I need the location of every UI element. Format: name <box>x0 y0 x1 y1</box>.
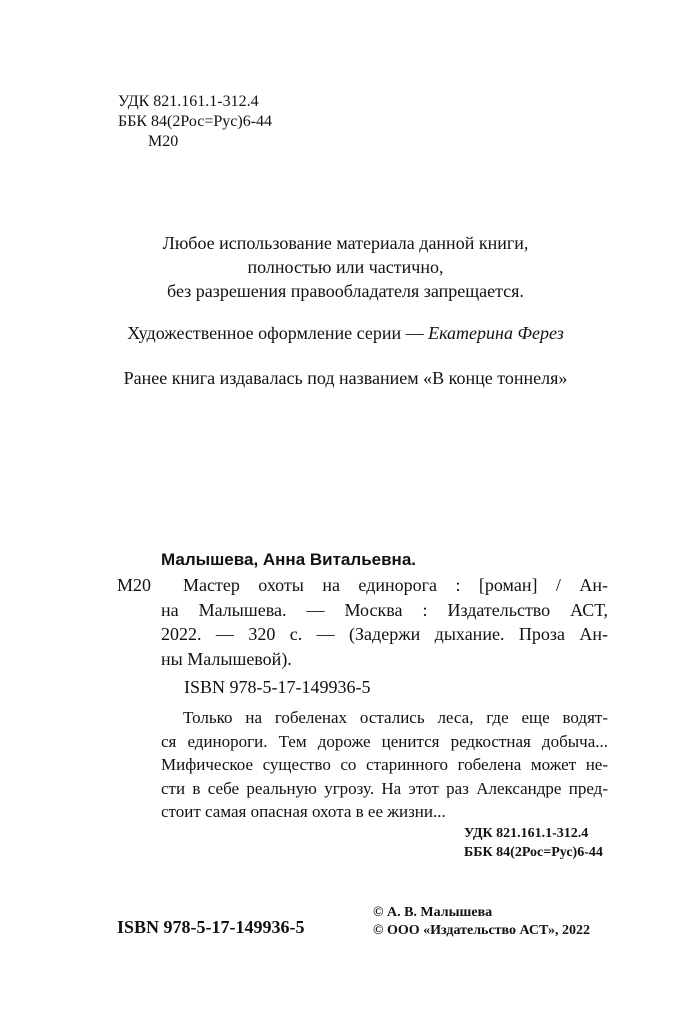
catalog-annotation-line: Мифическое существо со старинного гобелена может не- <box>161 755 608 774</box>
author-mark: М20 <box>148 133 179 150</box>
rights-notice-line-2: полностью или частично, <box>247 257 444 277</box>
catalog-annotation-line: сти в себе реальную угрозу. На этот раз Александре пред- <box>161 778 608 798</box>
rights-notice-line-3: без разрешения правообладателя запрещается. <box>167 281 524 301</box>
design-credit-prefix: Художественное оформление серии — <box>127 323 429 343</box>
catalog-udk: УДК 821.161.1-312.4 <box>464 826 589 841</box>
catalog-annotation-line: Только на гобеленах остались леса, где еще водят- <box>183 708 608 727</box>
design-credit <box>0 321 691 345</box>
footer-isbn: ISBN 978-5-17-149936-5 <box>117 917 305 937</box>
rights-notice-line-1: Любое использование материала данной книги, <box>162 233 529 253</box>
catalog-description-line: 2022. — 320 с. — (Задержи дыхание. Проза Ан- <box>161 624 608 644</box>
catalog-description-line: ны Малышевой). <box>161 648 292 669</box>
catalog-description-line: на Малышева. — Москва : Издательство АСТ, <box>161 599 608 620</box>
previous-title-note: Ранее книга издавалась под названием «В конце тоннеля» <box>123 368 568 388</box>
copyright-publisher: © ООО «Издательство АСТ», 2022 <box>373 923 591 938</box>
udk-code: УДК 821.161.1-312.4 <box>118 93 259 110</box>
catalog-description-line: Мастер охоты на единорога : [роман] / Ан- <box>183 575 608 595</box>
catalog-annotation-line: ся единороги. Тем дороже ценится редкостная добыча... <box>161 731 608 751</box>
catalog-bbk: ББК 84(2Рос=Рус)6-44 <box>464 845 603 860</box>
catalog-isbn: ISBN 978-5-17-149936-5 <box>184 677 371 697</box>
catalog-mark: М20 <box>117 575 152 595</box>
bbk-code: ББК 84(2Рос=Рус)6-44 <box>118 113 273 130</box>
catalog-author-heading: Малышева, Анна Витальевна. <box>161 550 416 569</box>
copyright-author: © А. В. Малышева <box>373 905 493 920</box>
catalog-annotation-line: стоит самая опасная охота в ее жизни... <box>161 802 446 821</box>
catalog-description <box>161 573 608 671</box>
catalog-annotation <box>161 706 608 824</box>
design-credit-name: Екатерина Ферез <box>428 323 564 343</box>
